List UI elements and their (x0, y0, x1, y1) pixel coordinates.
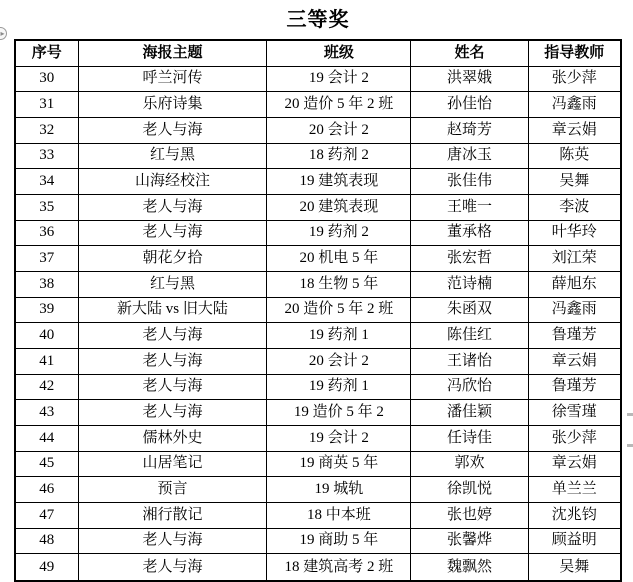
serial-cell: 33 (16, 144, 79, 170)
teacher-cell: 陈英 (529, 144, 620, 170)
column-header: 海报主题 (79, 41, 268, 67)
column-header: 班级 (267, 41, 411, 67)
serial-cell: 39 (16, 298, 79, 324)
class-cell: 20 建筑表现 (267, 195, 411, 221)
serial-cell: 34 (16, 169, 79, 195)
right-edge-mark (627, 444, 633, 447)
class-cell: 19 药剂 1 (267, 375, 411, 401)
serial-cell: 36 (16, 221, 79, 247)
class-cell: 19 城轨 (267, 477, 411, 503)
name-cell: 赵琦芳 (411, 118, 528, 144)
theme-cell: 山海经校注 (79, 169, 268, 195)
right-edge-mark (627, 413, 633, 416)
column-header: 序号 (16, 41, 79, 67)
table-row (16, 221, 620, 247)
name-cell: 张佳伟 (411, 169, 528, 195)
table-row (16, 477, 620, 503)
theme-cell: 老人与海 (79, 400, 268, 426)
teacher-cell: 鲁瑾芳 (529, 375, 620, 401)
name-cell: 范诗楠 (411, 272, 528, 298)
name-cell: 张也婷 (411, 503, 528, 529)
teacher-cell: 叶华玲 (529, 221, 620, 247)
teacher-cell: 章云娟 (529, 349, 620, 375)
serial-cell: 43 (16, 400, 79, 426)
name-cell: 任诗佳 (411, 426, 528, 452)
name-cell: 陈佳红 (411, 323, 528, 349)
class-cell: 20 造价 5 年 2 班 (267, 298, 411, 324)
table-row (16, 323, 620, 349)
theme-cell: 老人与海 (79, 195, 268, 221)
class-cell: 18 药剂 2 (267, 144, 411, 170)
serial-cell: 42 (16, 375, 79, 401)
column-header: 姓名 (411, 41, 528, 67)
table-anchor-button[interactable] (0, 27, 7, 40)
teacher-cell: 顾益明 (529, 529, 620, 555)
theme-cell: 新大陆 vs 旧大陆 (79, 298, 268, 324)
serial-cell: 49 (16, 554, 79, 580)
column-header: 指导教师 (529, 41, 620, 67)
table-row (16, 118, 620, 144)
table-row (16, 400, 620, 426)
table-row (16, 144, 620, 170)
serial-cell: 30 (16, 67, 79, 93)
name-cell: 潘佳颖 (411, 400, 528, 426)
serial-cell: 48 (16, 529, 79, 555)
class-cell: 19 建筑表现 (267, 169, 411, 195)
table-row (16, 67, 620, 93)
table-row (16, 503, 620, 529)
serial-cell: 32 (16, 118, 79, 144)
name-cell: 董承格 (411, 221, 528, 247)
teacher-cell: 冯鑫雨 (529, 298, 620, 324)
table-row (16, 375, 620, 401)
theme-cell: 老人与海 (79, 375, 268, 401)
class-cell: 20 会计 2 (267, 118, 411, 144)
table-row (16, 529, 620, 555)
class-cell: 19 会计 2 (267, 67, 411, 93)
class-cell: 18 生物 5 年 (267, 272, 411, 298)
teacher-cell: 张少萍 (529, 426, 620, 452)
name-cell: 冯欣怡 (411, 375, 528, 401)
teacher-cell: 薛旭东 (529, 272, 620, 298)
table-row (16, 452, 620, 478)
table-row (16, 246, 620, 272)
name-cell: 张馨烨 (411, 529, 528, 555)
teacher-cell: 冯鑫雨 (529, 92, 620, 118)
teacher-cell: 吴舞 (529, 169, 620, 195)
award-table (14, 39, 622, 582)
name-cell: 王唯一 (411, 195, 528, 221)
table-row (16, 298, 620, 324)
class-cell: 20 机电 5 年 (267, 246, 411, 272)
theme-cell: 预言 (79, 477, 268, 503)
class-cell: 20 造价 5 年 2 班 (267, 92, 411, 118)
class-cell: 18 建筑高考 2 班 (267, 554, 411, 580)
class-cell: 18 中本班 (267, 503, 411, 529)
theme-cell: 湘行散记 (79, 503, 268, 529)
name-cell: 洪翠娥 (411, 67, 528, 93)
name-cell: 郭欢 (411, 452, 528, 478)
table-row (16, 426, 620, 452)
serial-cell: 44 (16, 426, 79, 452)
name-cell: 张宏哲 (411, 246, 528, 272)
serial-cell: 46 (16, 477, 79, 503)
table-row (16, 554, 620, 580)
teacher-cell: 李波 (529, 195, 620, 221)
serial-cell: 37 (16, 246, 79, 272)
teacher-cell: 鲁瑾芳 (529, 323, 620, 349)
serial-cell: 31 (16, 92, 79, 118)
theme-cell: 乐府诗集 (79, 92, 268, 118)
theme-cell: 老人与海 (79, 221, 268, 247)
theme-cell: 山居笔记 (79, 452, 268, 478)
serial-cell: 45 (16, 452, 79, 478)
teacher-cell: 沈兆钧 (529, 503, 620, 529)
name-cell: 王诸怡 (411, 349, 528, 375)
table-row (16, 92, 620, 118)
serial-cell: 35 (16, 195, 79, 221)
name-cell: 魏飘然 (411, 554, 528, 580)
teacher-cell: 徐雪瑾 (529, 400, 620, 426)
theme-cell: 老人与海 (79, 349, 268, 375)
teacher-cell: 单兰兰 (529, 477, 620, 503)
class-cell: 20 会计 2 (267, 349, 411, 375)
theme-cell: 老人与海 (79, 554, 268, 580)
table-row (16, 349, 620, 375)
serial-cell: 41 (16, 349, 79, 375)
table-row (16, 169, 620, 195)
name-cell: 朱函双 (411, 298, 528, 324)
table-header-row (16, 41, 620, 67)
theme-cell: 呼兰河传 (79, 67, 268, 93)
page-title: 三等奖 (286, 9, 350, 31)
theme-cell: 老人与海 (79, 323, 268, 349)
teacher-cell: 章云娟 (529, 452, 620, 478)
class-cell: 19 商助 5 年 (267, 529, 411, 555)
theme-cell: 老人与海 (79, 529, 268, 555)
theme-cell: 老人与海 (79, 118, 268, 144)
theme-cell: 朝花夕拾 (79, 246, 268, 272)
chevron-right-icon: ▸ (0, 28, 5, 38)
class-cell: 19 药剂 1 (267, 323, 411, 349)
teacher-cell: 吴舞 (559, 558, 590, 575)
teacher-cell: 刘江荣 (529, 246, 620, 272)
theme-cell: 红与黑 (79, 144, 268, 170)
serial-cell: 47 (16, 503, 79, 529)
class-cell: 19 商英 5 年 (267, 452, 411, 478)
name-cell: 徐凯悦 (411, 477, 528, 503)
teacher-cell: 张少萍 (529, 67, 620, 93)
theme-cell: 红与黑 (79, 272, 268, 298)
serial-cell: 38 (16, 272, 79, 298)
serial-cell: 40 (16, 323, 79, 349)
name-cell: 唐冰玉 (411, 144, 528, 170)
table-row (16, 195, 620, 221)
name-cell: 孙佳怡 (411, 92, 528, 118)
theme-cell: 儒林外史 (79, 426, 268, 452)
class-cell: 19 造价 5 年 2 (267, 400, 411, 426)
table-row (16, 272, 620, 298)
class-cell: 19 药剂 2 (267, 221, 411, 247)
class-cell: 19 会计 2 (267, 426, 411, 452)
teacher-cell: 章云娟 (529, 118, 620, 144)
